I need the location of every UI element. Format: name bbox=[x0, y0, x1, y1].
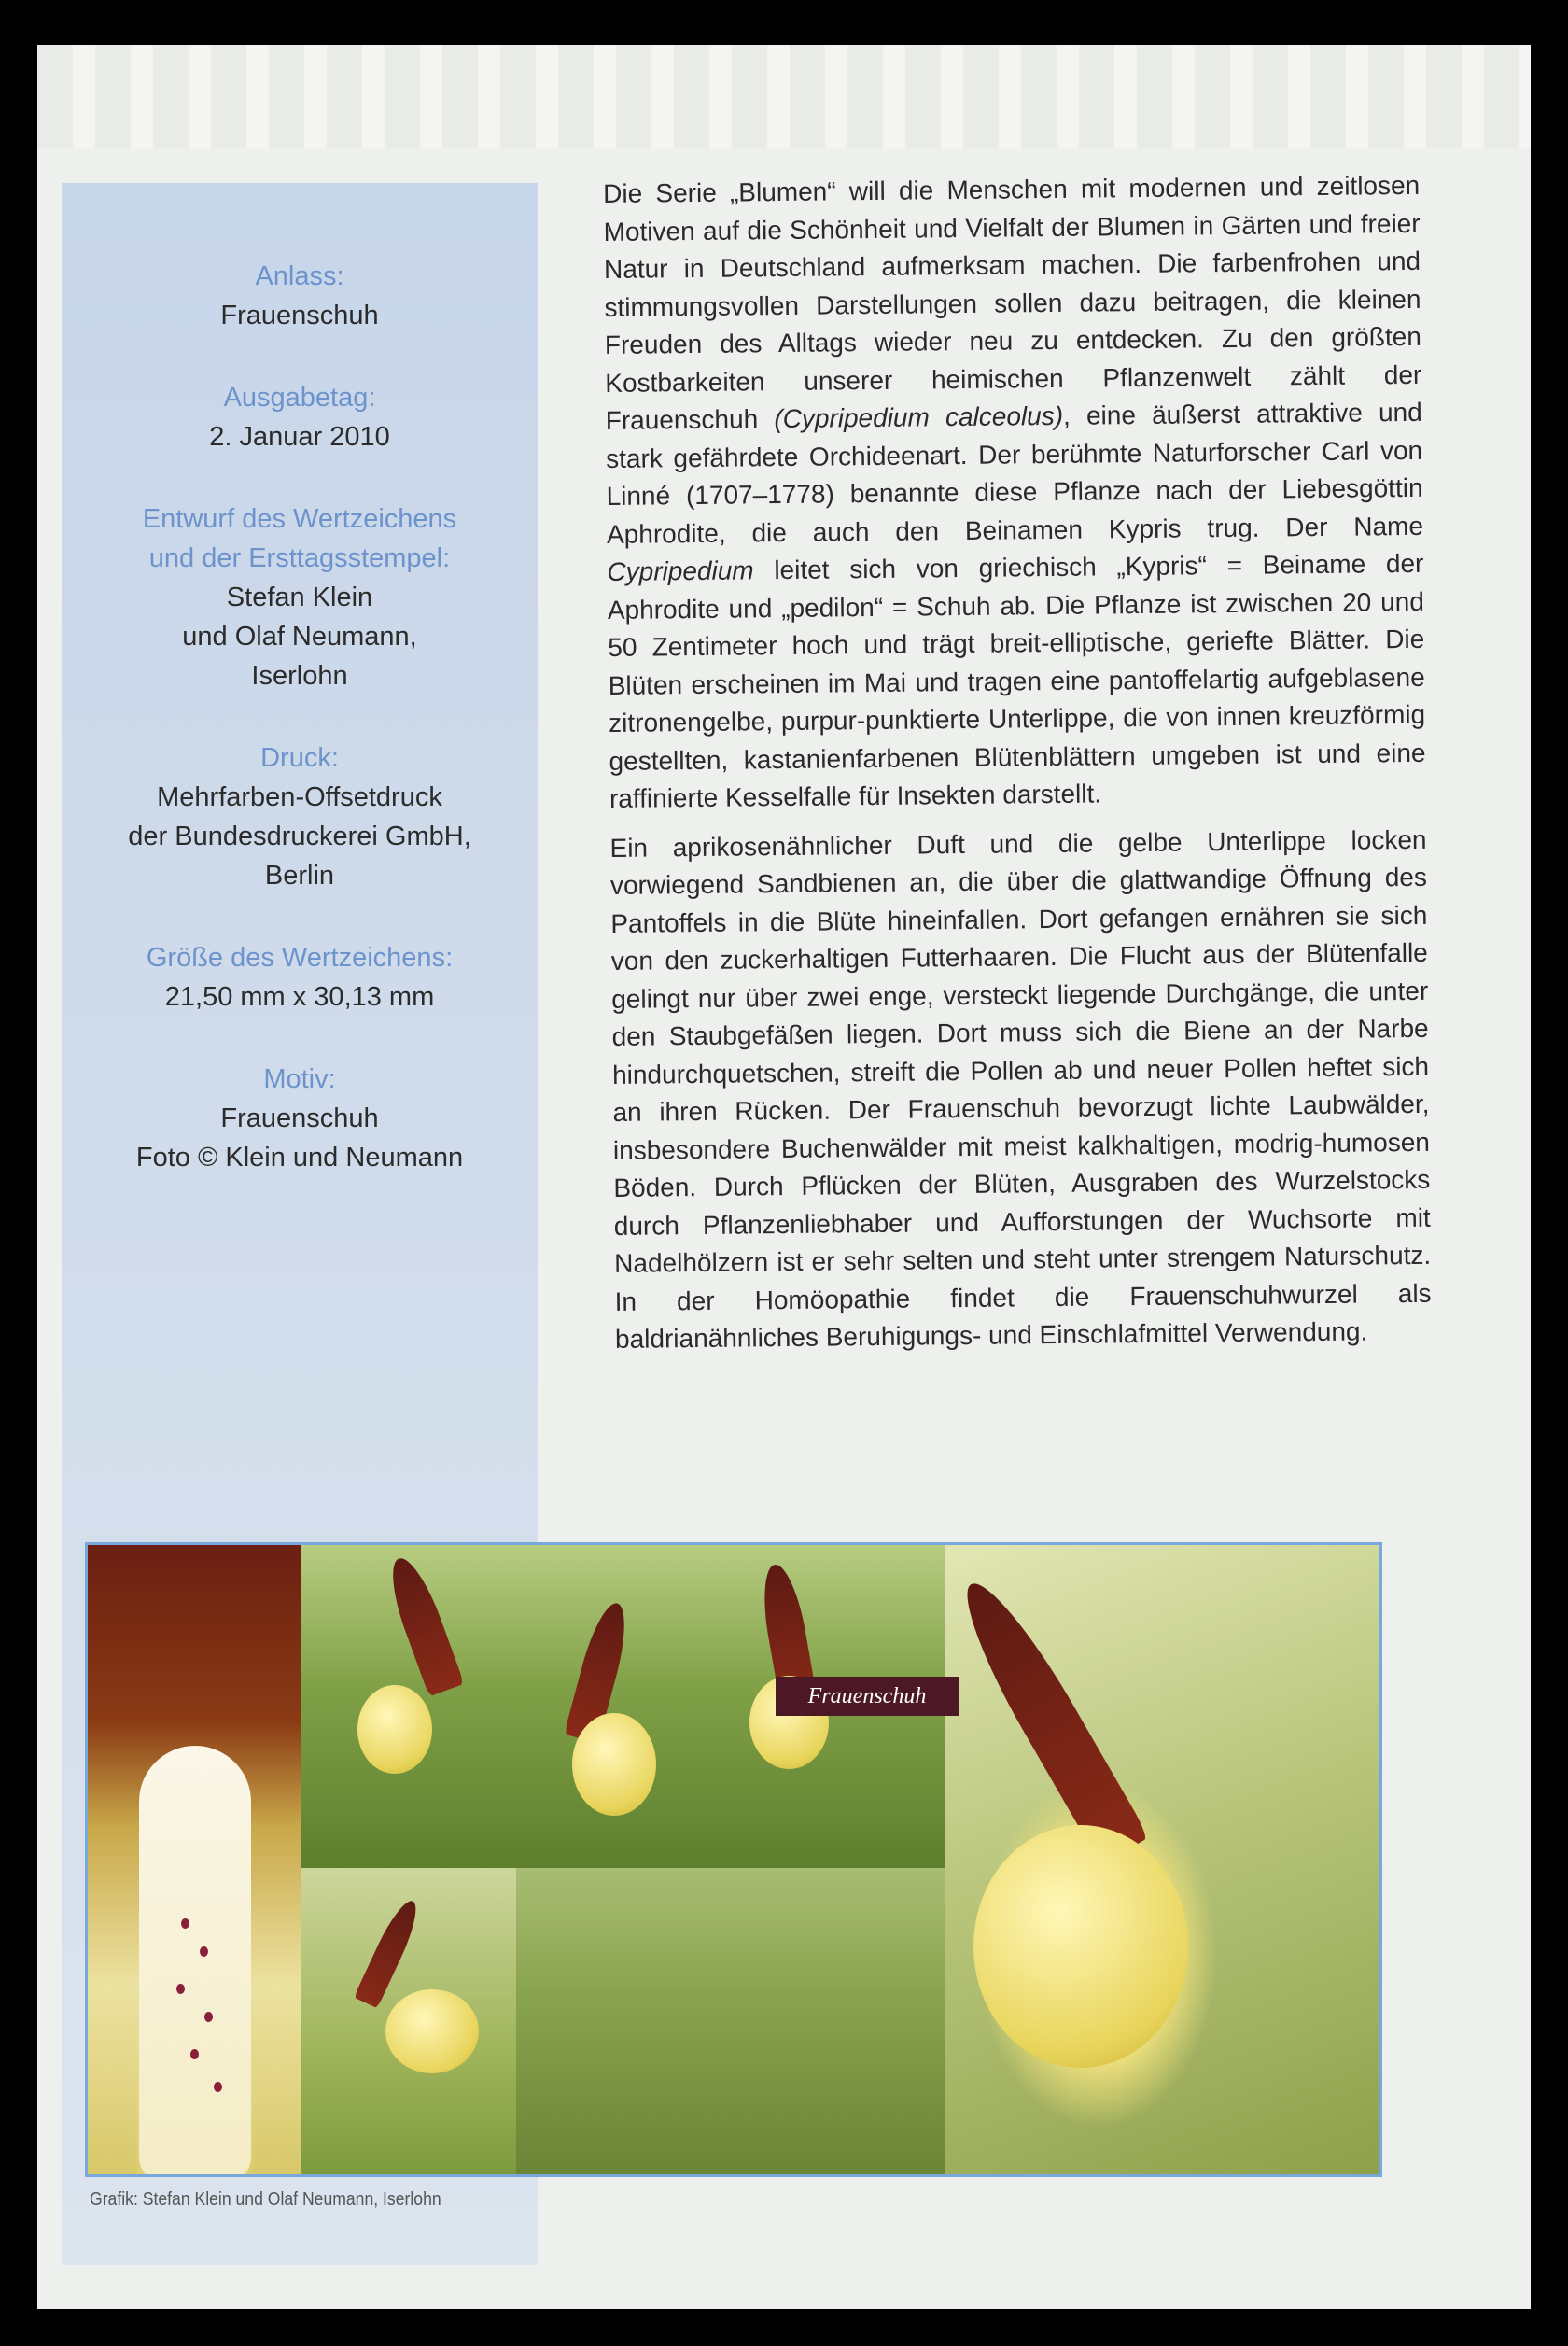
info-druck bbox=[62, 738, 538, 895]
info-value: Iserlohn bbox=[251, 661, 348, 691]
text-run: Die Serie „Blumen“ will die Menschen mit modernen und zeitlosen Motiven auf die Schönheit und Vielfalt der Blumen in Gärten und freier Natur in Deutschland aufmerksam machen. Die farbenfrohen und stimmungsvollen Darstellungen sollen dazu beitragen, die kleinen Freuden des Alltags wieder neu zu entdecken. Zu den größten Kostbarkeiten unserer heimischen Pflanzenwelt zählt der Frauenschuh bbox=[603, 170, 1422, 435]
spot-shape bbox=[181, 1918, 189, 1929]
orchid-side-photo bbox=[301, 1868, 516, 2174]
info-value: Frauenschuh bbox=[220, 301, 379, 330]
info-motiv bbox=[62, 1060, 538, 1177]
photo-collage bbox=[85, 1542, 1382, 2177]
sleeve-band bbox=[37, 45, 1531, 148]
info-groesse bbox=[62, 938, 538, 1017]
info-value: der Bundesdruckerei GmbH, bbox=[128, 822, 471, 851]
orchid-lip-shape bbox=[139, 1746, 251, 2174]
petal-shape bbox=[947, 1570, 1150, 1865]
info-label: Entwurf des Wertzeichens und der Ersttagsstempel: bbox=[142, 504, 457, 573]
photo-tag: Frauenschuh bbox=[807, 1684, 927, 1708]
info-value: und Olaf Neumann, bbox=[182, 622, 417, 652]
petal-shape bbox=[382, 1552, 465, 1697]
paragraph: Ein aprikosenähnlicher Duft und die gelbe Unterlippe locken vorwiegend Sandbienen an, die über die glattwandige Öffnung des Pantoffels in die Blüte hineinfallen. Dort gefangen ernähren sie sich von den zuckerhaltigen Futterhaaren. Die Flucht aus der Blütenfalle gelingt nur über zwei enge, versteckt liegende Durchgänge, die unter den Staubgefäßen liegen. Dort muss sich die Biene an der Narbe hindurchquetschen, streift die Pollen ab und neuer Pollen heftet sich an ihren Rücken. Der Frauenschuh bevorzugt lichte Laubwälder, insbesondere Buchenwälder mit meist kalkhaltigen, modrig-humosen Böden. Durch Pflücken der Blüten, Ausgraben des Wurzelstocks durch Pflanzenliebhaber und Aufforstungen der Wuchsorte mit Nadelhölzern ist er sehr selten und steht unter strengem Naturschutz. In der Homöopathie findet die Frauenschuhwurzel als baldrianähnliches Beruhigungs- und Einschlafmittel Verwendung. bbox=[609, 824, 1432, 1354]
flower-shape bbox=[572, 1713, 656, 1816]
text-run: , eine äußerst attraktive und stark gefährdete Orchideenart. Der berühmte Naturforscher Carl von Linné (1707–1778) benannte diese Pflanze nach der Liebesgöttin Aphrodite, die auch den Beinamen Kypris trug. Der Name bbox=[606, 397, 1424, 549]
flower-shape bbox=[973, 1825, 1188, 2068]
genus-name: Cypripedium bbox=[607, 555, 754, 586]
info-anlass bbox=[62, 257, 538, 335]
info-value: Frauenschuh bbox=[220, 1103, 379, 1133]
spot-shape bbox=[190, 2049, 199, 2059]
info-value: Foto © Klein und Neumann bbox=[135, 1143, 464, 1173]
text-run: leitet sich von griechisch „Kypris“ = Beiname der Aphrodite und „pedilon“ = Schuh ab. Die Pflanze ist zwischen 20 und 50 Zentimeter hoch und trägt breit-elliptische, geriefte Blätter. Die Blüten erscheinen im Mai und tragen eine pantoffelartig aufgeblasene zitronengelbe, purpur-punktierte Unterlippe, die von innen kreuzförmig gestellten, kastanienfarbenen Blütenblättern umgeben ist und eine raffinierte Kesselfalle für Insekten darstellt. bbox=[607, 548, 1426, 813]
info-entwurf bbox=[62, 499, 538, 695]
info-value: Berlin bbox=[264, 861, 335, 891]
spot-shape bbox=[214, 2082, 222, 2092]
stamp-info bbox=[62, 257, 538, 1220]
info-label: Anlass: bbox=[255, 261, 344, 291]
paragraph bbox=[603, 167, 1426, 819]
article-text bbox=[603, 167, 1432, 1370]
info-label: Größe des Wertzeichens: bbox=[146, 943, 454, 973]
info-label: Motiv: bbox=[263, 1064, 336, 1094]
orchid-meadow-photo bbox=[516, 1868, 945, 2174]
spot-shape bbox=[204, 2012, 213, 2022]
info-ausgabetag bbox=[62, 378, 538, 457]
info-value: Mehrfarben-Offsetdruck bbox=[157, 782, 442, 812]
info-value: 21,50 mm x 30,13 mm bbox=[164, 982, 435, 1012]
flower-shape bbox=[385, 1989, 479, 2073]
graphic-credit: Grafik: Stefan Klein und Olaf Neumann, Iserlohn bbox=[90, 2189, 441, 2210]
info-label: Druck: bbox=[260, 743, 339, 773]
flower-shape bbox=[357, 1685, 432, 1774]
latin-name: (Cypripedium calceolus) bbox=[774, 400, 1064, 434]
spot-shape bbox=[200, 1946, 208, 1957]
info-value: 2. Januar 2010 bbox=[209, 422, 390, 452]
info-value: Stefan Klein bbox=[226, 583, 373, 612]
spot-shape bbox=[176, 1984, 185, 1994]
orchid-single-photo bbox=[945, 1545, 1379, 2174]
info-label: Ausgabetag: bbox=[223, 383, 376, 413]
orchid-closeup-photo bbox=[88, 1545, 301, 2174]
